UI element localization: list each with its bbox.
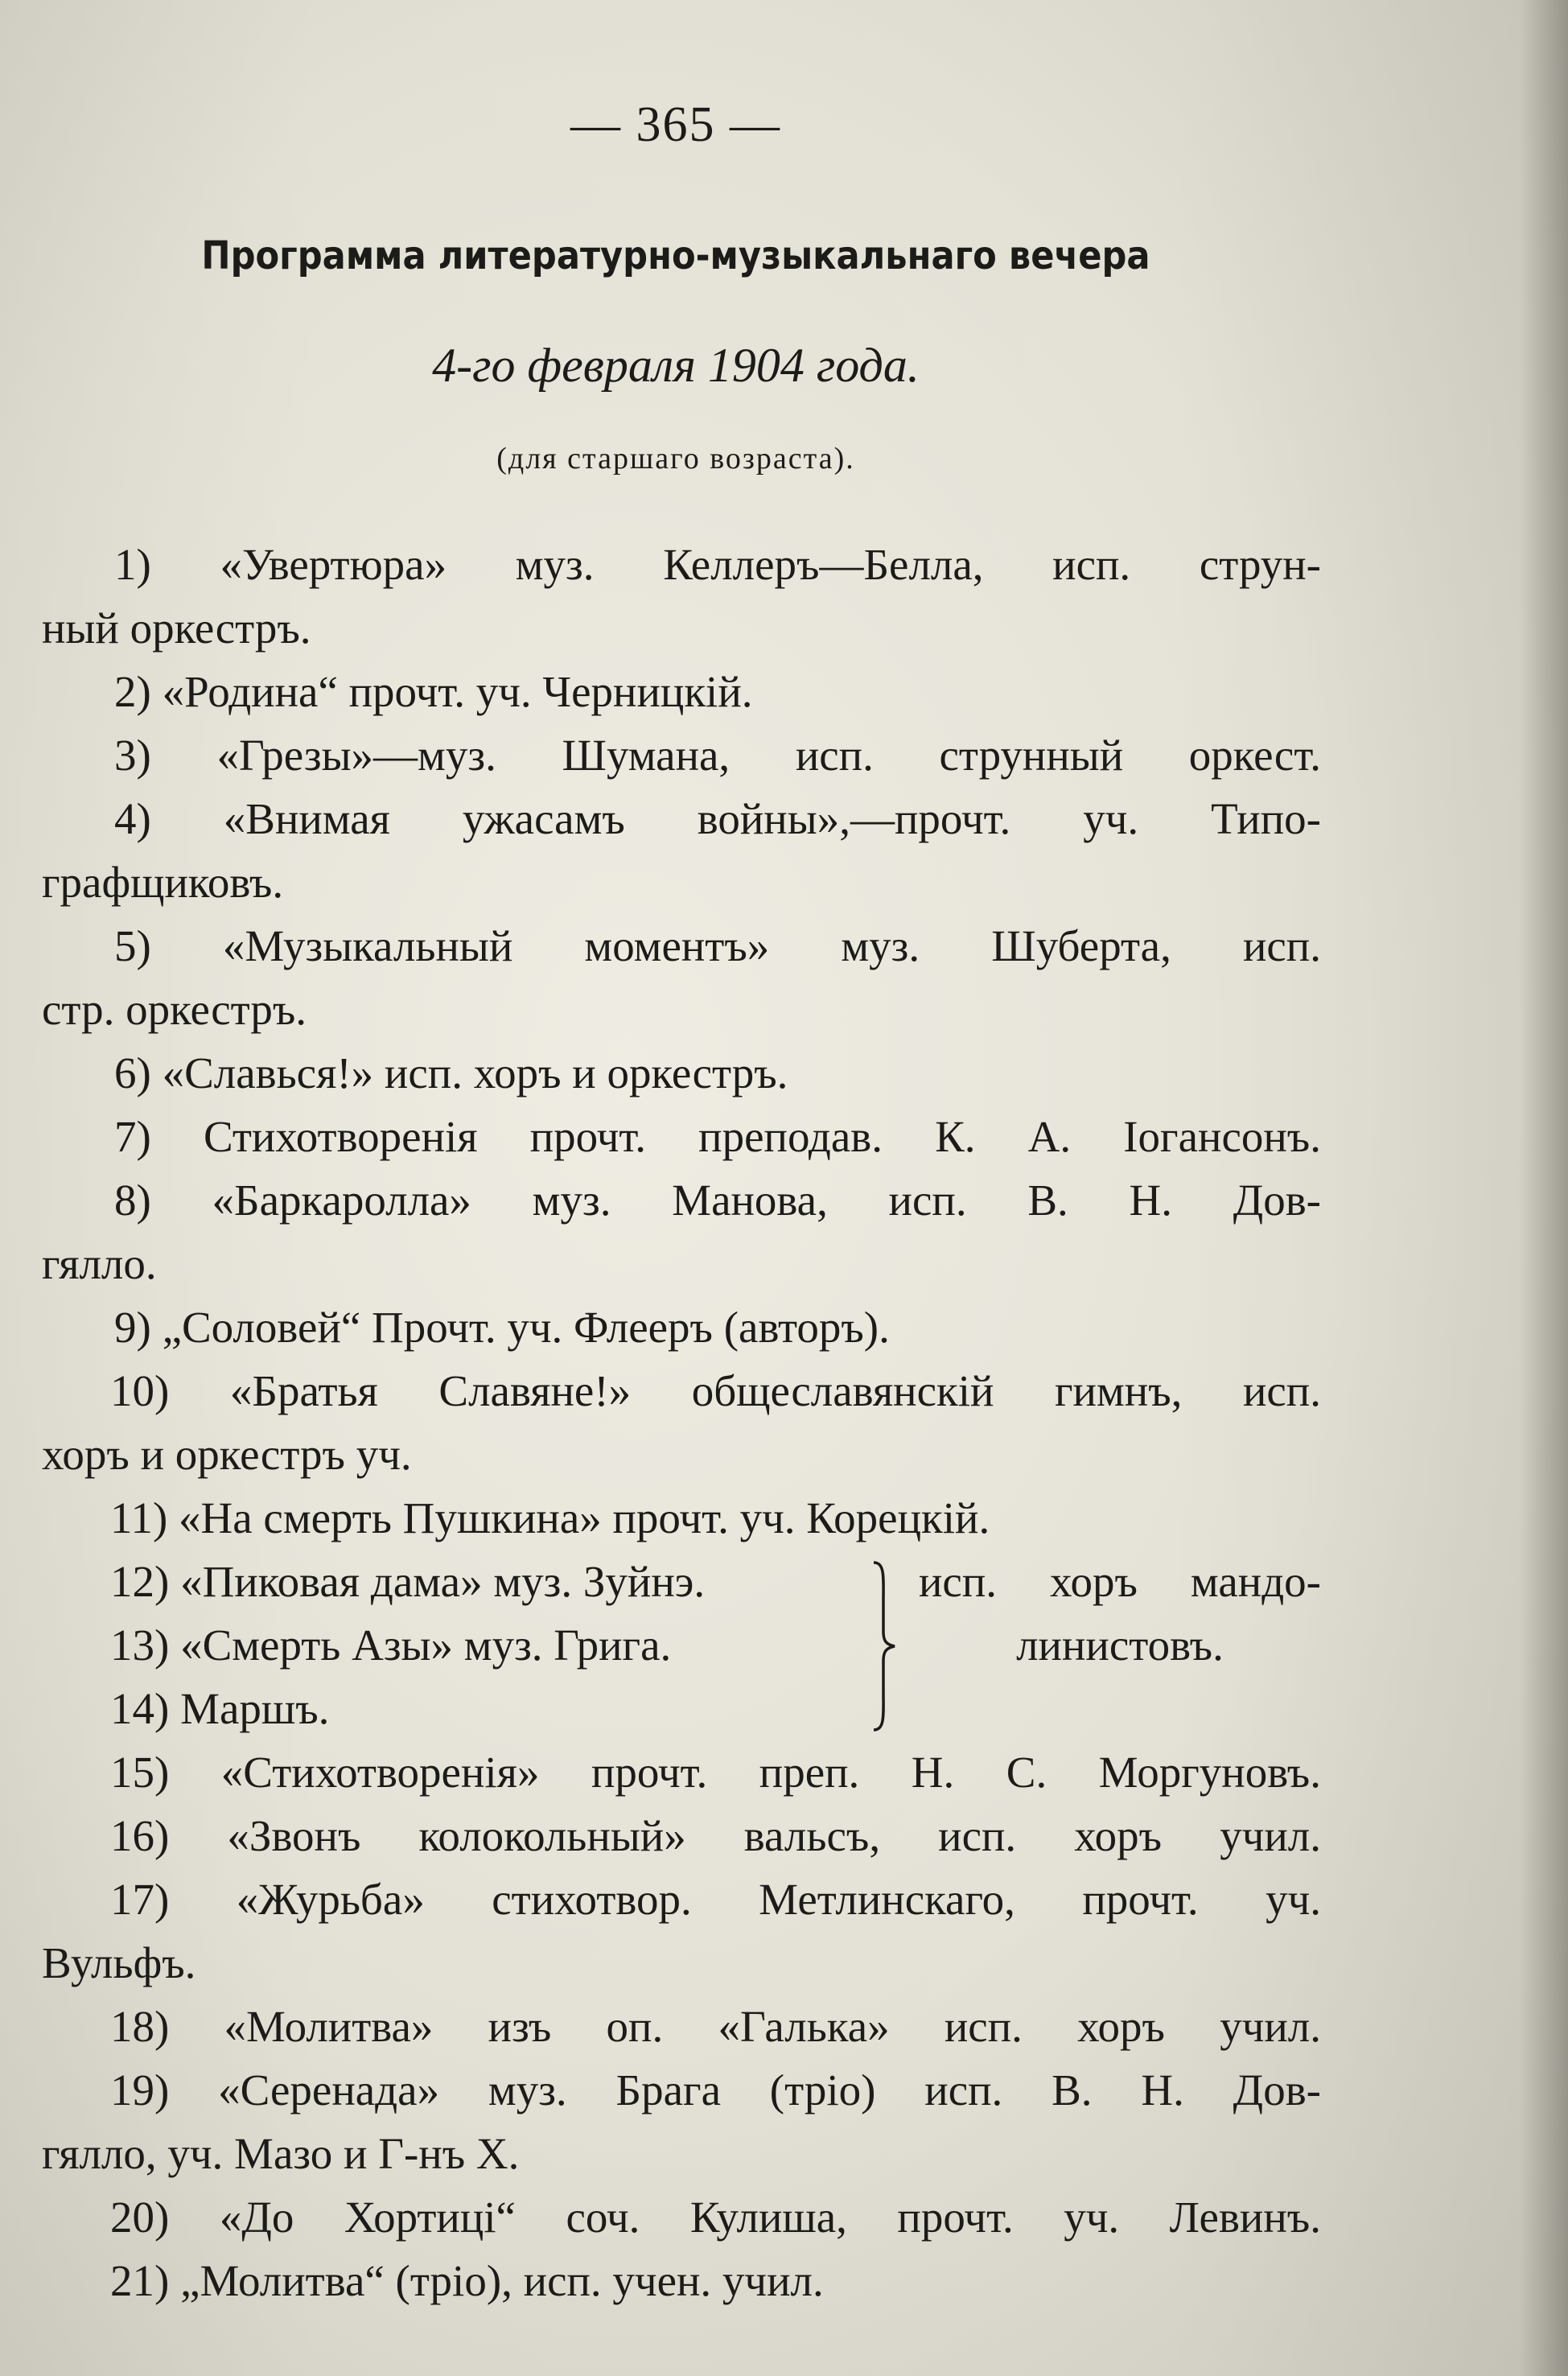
program-item-5-line-1: 5) «Музыкальный моментъ» муз. Шуберта, исп. <box>114 921 1321 970</box>
program-item-17-line-2: Вульфъ. <box>42 1938 196 1987</box>
program-item-1-line-2: ный оркестръ. <box>42 603 311 653</box>
mandolin-performer-line-2: линистовъ. <box>1016 1620 1224 1670</box>
program-list <box>42 533 1321 2312</box>
program-item-3: 3) «Грезы»—муз. Шумана, исп. струнный оркест. <box>114 731 1321 780</box>
program-item-19-line-2: гялло, уч. Мазо и Г-нъ Х. <box>42 2129 520 2178</box>
program-date: 4-го февраля 1904 года. <box>432 339 920 392</box>
program-item-4-line-2: графщиковъ. <box>42 858 284 907</box>
program-title: Программа литературно-музыкальнаго вечера <box>201 233 1150 278</box>
program-item-5-line-2: стр. оркестръ. <box>42 985 307 1034</box>
program-item-18: 18) «Молитва» изъ оп. «Галька» исп. хоръ учил. <box>110 2002 1321 2051</box>
mandolin-group <box>42 1550 1321 1740</box>
program-item-9: 9) „Соловей“ Прочт. уч. Флееръ (авторъ). <box>114 1303 890 1352</box>
program-item-17-line-1: 17) «Журьба» стихотвор. Метлинскаго, прочт. уч. <box>110 1875 1321 1924</box>
program-item-1-line-1: 1) «Увертюра» муз. Келлеръ—Белла, исп. струн- <box>114 540 1321 589</box>
program-item-12: 12) «Пиковая дама» муз. Зуйнэ. <box>110 1557 706 1606</box>
program-item-8-line-1: 8) «Баркаролла» муз. Манова, исп. В. Н. Дов- <box>114 1176 1321 1225</box>
program-item-8-line-2: гялло. <box>42 1239 157 1288</box>
program-item-7: 7) Стихотворенія прочт. преподав. К. А. Іогансонъ. <box>114 1112 1321 1161</box>
program-item-11: 11) «На смерть Пушкина» прочт. уч. Корецкій. <box>110 1493 990 1542</box>
mandolin-group-items <box>110 1550 705 1740</box>
program-item-14: 14) Маршъ. <box>110 1684 330 1733</box>
mandolin-performer-line-1: исп. хоръ мандо- <box>919 1557 1321 1606</box>
program-item-2: 2) «Родина“ прочт. уч. Черницкій. <box>114 667 753 716</box>
curly-brace-icon <box>870 1561 898 1732</box>
program-item-13: 13) «Смерть Азы» муз. Грига. <box>110 1620 672 1670</box>
page-number: — 365 — <box>570 97 781 152</box>
program-subtitle: (для старшаго возраста). <box>496 442 855 476</box>
mandolin-group-performer <box>919 1550 1321 1677</box>
program-item-19-line-1: 19) «Серенада» муз. Брага (тріо) исп. В. Н. Дов- <box>110 2065 1321 2115</box>
program-item-10-line-2: хоръ и оркестръ уч. <box>42 1430 412 1479</box>
program-item-4-line-1: 4) «Внимая ужасамъ войны»,—прочт. уч. Типо- <box>114 794 1321 843</box>
program-item-21: 21) „Молитва“ (тріо), исп. учен. учил. <box>110 2256 824 2305</box>
program-item-10-line-1: 10) «Братья Славяне!» общеславянскій гимнъ, исп. <box>110 1366 1321 1415</box>
program-item-20: 20) «До Хортиці“ соч. Кулиша, прочт. уч. Левинъ. <box>110 2193 1321 2242</box>
program-item-15: 15) «Стихотворенія» прочт. преп. Н. С. Моргуновъ. <box>110 1748 1321 1797</box>
program-item-6: 6) «Славься!» исп. хоръ и оркестръ. <box>114 1048 788 1097</box>
program-item-16: 16) «Звонъ колокольный» вальсъ, исп. хоръ учил. <box>110 1811 1321 1860</box>
page-edge-shadow <box>1520 0 1568 2376</box>
